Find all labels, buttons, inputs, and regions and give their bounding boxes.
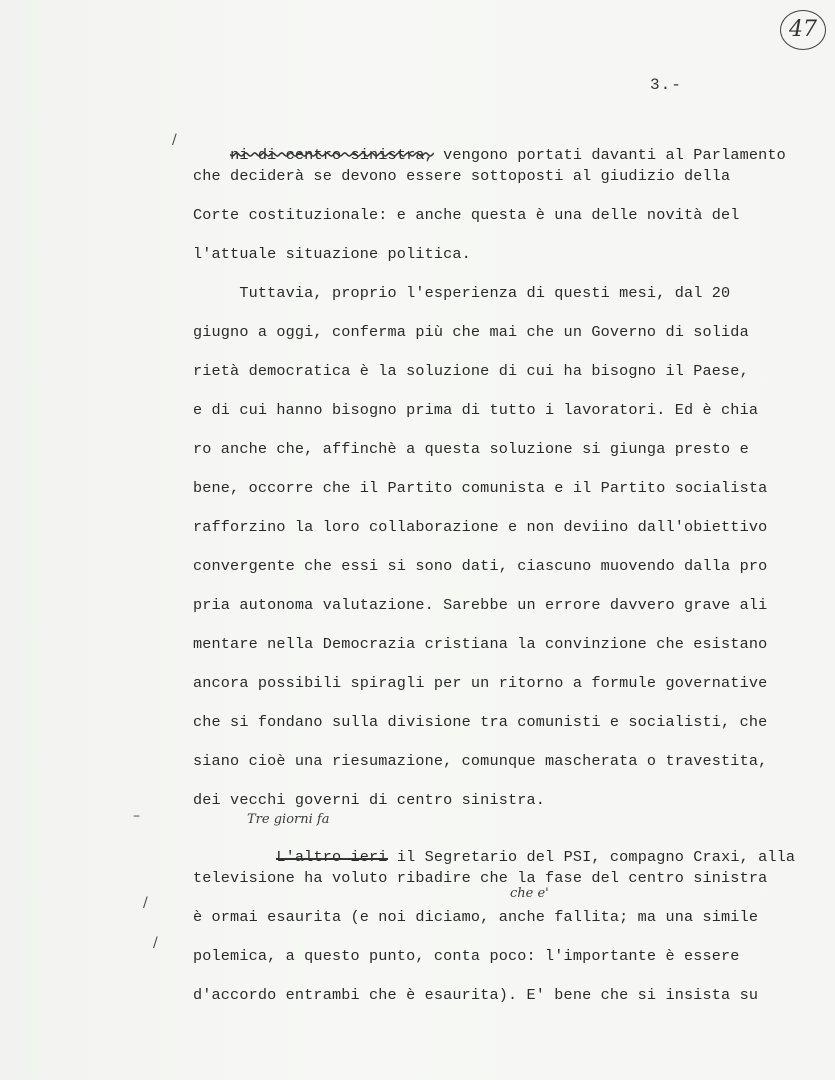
archive-number-stamp: 47 xyxy=(780,10,826,50)
text-line: che si fondano sulla divisione tra comunisti e socialisti, che xyxy=(193,713,768,731)
text-line: ancora possibili spiragli per un ritorno a formule governative xyxy=(193,674,768,692)
text-line: rietà democratica è la soluzione di cui ha bisogno il Paese, xyxy=(193,362,749,380)
text-line: Tuttavia, proprio l'esperienza di questi mesi, dal 20 xyxy=(193,284,731,302)
margin-mark: / xyxy=(172,132,177,148)
text-line: convergente che essi si sono dati, ciascuno muovendo dalla pro xyxy=(193,557,768,575)
text-line: l'attuale situazione politica. xyxy=(193,245,471,263)
margin-mark: / xyxy=(143,895,148,911)
text-line: rafforzino la loro collaborazione e non deviino dall'obiettivo xyxy=(193,518,768,536)
struck-text: ni di centro sinistra, xyxy=(230,146,434,164)
handwritten-insert: Tre giorni fa xyxy=(247,812,330,827)
text-line: Corte costituzionale: e anche questa è una delle novità del xyxy=(193,206,740,224)
text-line: d'accordo entrambi che è esaurita). E' bene che si insista su xyxy=(193,986,759,1004)
margin-mark: – xyxy=(133,808,140,824)
text-line: giugno a oggi, conferma più che mai che un Governo di solida xyxy=(193,323,749,341)
handwritten-insert: che e' xyxy=(510,886,549,901)
struck-text: L'altro ieri xyxy=(276,848,388,866)
text-line: mentare nella Democrazia cristiana la convinzione che esistano xyxy=(193,635,768,653)
text-line: televisione ha voluto ribadire che la fase del centro sinistra xyxy=(193,869,768,887)
text-line: ni di centro sinistra, vengono portati davanti al Parlamento xyxy=(230,146,786,164)
text-line: e di cui hanno bisogno prima di tutto i lavoratori. Ed è chia xyxy=(193,401,759,419)
text-line: che deciderà se devono essere sottoposti al giudizio della xyxy=(193,167,731,185)
text-line: polemica, a questo punto, conta poco: l'importante è essere xyxy=(193,947,740,965)
text-line: è ormai esaurita (e noi diciamo, anche fallita; ma una simile xyxy=(193,908,759,926)
page-number: 3.- xyxy=(650,76,682,94)
text-line: pria autonoma valutazione. Sarebbe un errore davvero grave ali xyxy=(193,596,768,614)
text-line: ro anche che, affinchè a questa soluzione si giunga presto e xyxy=(193,440,749,458)
text-line: L'altro ieri il Segretario del PSI, compagno Craxi, alla xyxy=(276,848,796,866)
text-line: siano cioè una riesumazione, comunque mascherata o travestita, xyxy=(193,752,768,770)
text-line: dei vecchi governi di centro sinistra. xyxy=(193,791,546,809)
text-line: bene, occorre che il Partito comunista e il Partito socialista xyxy=(193,479,768,497)
margin-mark: / xyxy=(153,935,158,951)
